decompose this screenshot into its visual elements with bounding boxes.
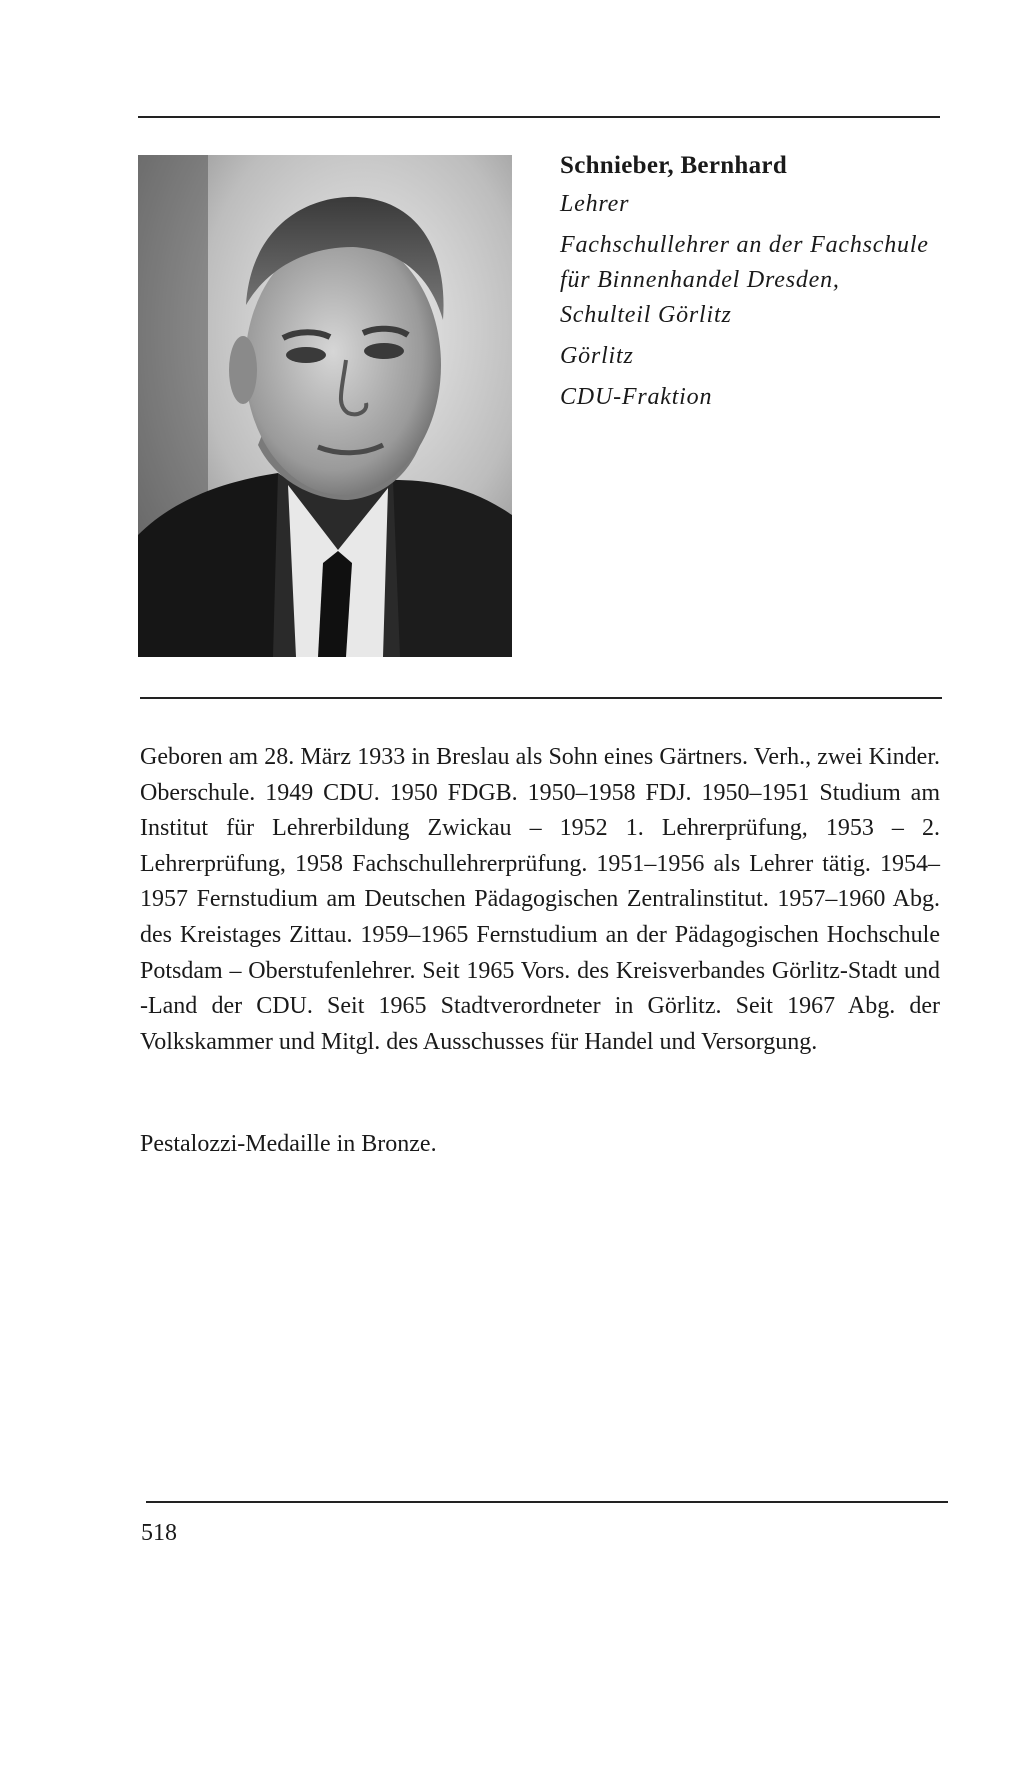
portrait-illustration [138, 155, 512, 657]
position-line-2: für Binnenhandel Dresden, [560, 267, 840, 293]
position-line-1: Fachschullehrer an der Fachschule [560, 232, 929, 258]
bottom-rule [146, 1501, 948, 1503]
biography-text: Geboren am 28. März 1933 in Breslau als Sohn eines Gärtners. Verh., zwei Kinder. Oberschule. 1949 CDU. 1950 FDGB. 1950–1958 FDJ. 1950–1951 Studium am Institut für Lehrerbildung Zwickau – 1952 1. Lehrerprüfung, 1953 – 2. Lehrerprüfung, 1958 Fachschullehrerprüfung. 1951–1956 als Lehrer tätig. 1954–1957 Fernstudium am Deutschen Pädagogischen Zentralinstitut. 1957–1960 Abg. des Kreistages Zittau. 1959–1965 Fernstudium an der Pädagogischen Hochschule Potsdam – Oberstufenlehrer. Seit 1965 Vors. des Kreisverbandes Görlitz-Stadt und -Land der CDU. Seit 1965 Stadtverordneter in Görlitz. Seit 1967 Abg. der Volkskammer und Mitgl. des Ausschusses für Handel und Versorgung. [140, 744, 940, 1055]
constituency: Görlitz [560, 343, 634, 369]
top-rule [138, 116, 940, 118]
page-number: 518 [141, 1520, 177, 1546]
portrait-photo [138, 155, 512, 657]
occupation: Lehrer [560, 191, 630, 217]
middle-rule [140, 697, 942, 699]
position-line-3: Schulteil Görlitz [560, 302, 732, 328]
faction: CDU-Fraktion [560, 384, 713, 410]
person-name: Schnieber, Bernhard [560, 152, 788, 179]
entry-header [560, 148, 950, 415]
award-text: Pestalozzi-Medaille in Bronze. [140, 1131, 437, 1157]
